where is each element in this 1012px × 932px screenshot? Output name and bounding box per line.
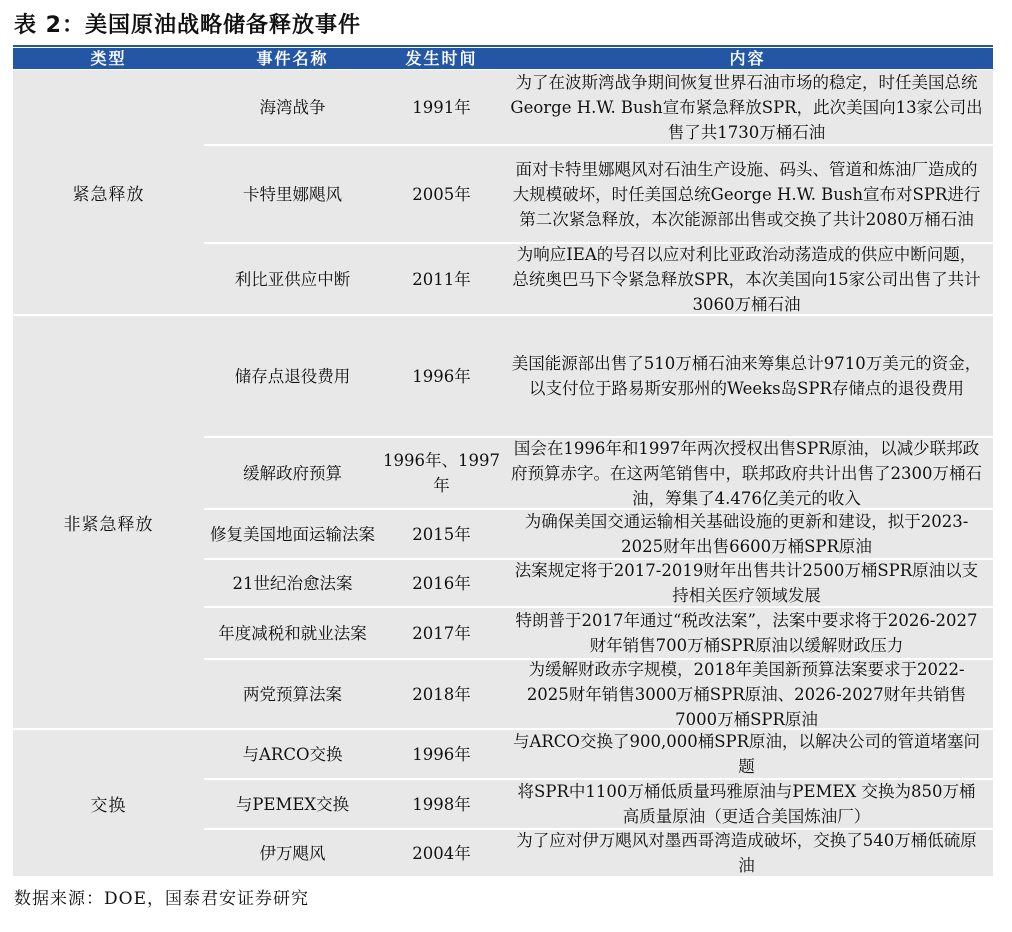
table-row-event: 两党预算法案: [204, 660, 381, 728]
category-exchange: 交换: [13, 730, 204, 876]
table-row-event: 缓解政府预算: [204, 438, 381, 508]
table-row-content: 与ARCO交换了900,000桶SPR原油，以解决公司的管道堵塞问题: [502, 730, 993, 778]
table-row-content: 为确保美国交通运输相关基础设施的更新和建设，拟于2023-2025财年出售6600万桶SPR原油: [502, 510, 993, 558]
table-row-content: 为响应IEA的号召以应对利比亚政治动荡造成的供应中断问题，总统奥巴马下令紧急释放SPR，本次美国向15家公司出售了共计3060万桶石油: [502, 244, 993, 314]
table-row-event: 伊万飓风: [204, 830, 381, 876]
table-row-year: 2015年: [381, 510, 502, 558]
category-emergency: 紧急释放: [13, 70, 204, 314]
table-row-event: 年度减税和就业法案: [204, 608, 381, 658]
table-row-content: 为缓解财政赤字规模，2018年美国新预算法案要求于2022-2025财年销售3000万桶SPR原油、2026-2027财年共销售7000万桶SPR原油: [502, 660, 993, 728]
table-row-year: 1991年: [381, 70, 502, 144]
table-row-year: 2018年: [381, 660, 502, 728]
table-row-year: 1996年: [381, 730, 502, 778]
table-row-event: 海湾战争: [204, 70, 381, 144]
table-row-content: 将SPR中1100万桶低质量玛雅原油与PEMEX 交换为850万桶高质量原油（更适合美国炼油厂）: [502, 780, 993, 828]
table-row-year: 2017年: [381, 608, 502, 658]
header-content: 内容: [502, 48, 993, 69]
header-event: 事件名称: [204, 48, 381, 69]
table-row-event: 修复美国地面运输法案: [204, 510, 381, 558]
category-non-emergency: 非紧急释放: [13, 316, 204, 728]
source-note: 数据来源：DOE，国泰君安证券研究: [14, 889, 309, 909]
header-type: 类型: [13, 48, 204, 69]
table-row-content: 为了在波斯湾战争期间恢复世界石油市场的稳定，时任美国总统George H.W. Bush宣布紧急释放SPR，此次美国向13家公司出售了共1730万桶石油: [502, 70, 993, 144]
category-divider: [13, 314, 204, 316]
table-row-year: 2004年: [381, 830, 502, 876]
top-rule: [13, 45, 993, 47]
table-row-event: 利比亚供应中断: [204, 244, 381, 314]
table-row-event: 21世纪治愈法案: [204, 560, 381, 606]
table-row-year: 1998年: [381, 780, 502, 828]
category-divider: [13, 728, 204, 730]
table-row-content: 特朗普于2017年通过“税改法案”，法案中要求将于2026-2027财年销售700万桶SPR原油以缓解财政压力: [502, 608, 993, 658]
table-row-event: 卡特里娜飓风: [204, 146, 381, 242]
table-row-content: 美国能源部出售了510万桶石油来筹集总计9710万美元的资金，以支付位于路易斯安那州的Weeks岛SPR存储点的退役费用: [502, 316, 993, 436]
table-row-content: 面对卡特里娜飓风对石油生产设施、码头、管道和炼油厂造成的大规模破坏，时任美国总统George H.W. Bush宣布对SPR进行第二次紧急释放，本次能源部出售或交换了共计2080万桶石油: [502, 146, 993, 242]
table-row-event: 与ARCO交换: [204, 730, 381, 778]
table-title: 表 2：美国原油战略储备释放事件: [14, 13, 361, 38]
table-row-event: 储存点退役费用: [204, 316, 381, 436]
table-row-content: 法案规定将于2017-2019财年出售共计2500万桶SPR原油以支持相关医疗领域发展: [502, 560, 993, 606]
header-year: 发生时间: [381, 48, 502, 69]
table-row-year: 1996年、1997年: [381, 438, 502, 508]
table-row-year: 2016年: [381, 560, 502, 606]
table-row-content: 国会在1996年和1997年两次授权出售SPR原油，以减少联邦政府预算赤字。在这两笔销售中，联邦政府共计出售了2300万桶石油，筹集了4.476亿美元的收入: [502, 438, 993, 508]
table-row-event: 与PEMEX交换: [204, 780, 381, 828]
table-row-content: 为了应对伊万飓风对墨西哥湾造成破坏，交换了540万桶低硫原油: [502, 830, 993, 876]
table-row-year: 1996年: [381, 316, 502, 436]
table-row-year: 2005年: [381, 146, 502, 242]
table-row-year: 2011年: [381, 244, 502, 314]
